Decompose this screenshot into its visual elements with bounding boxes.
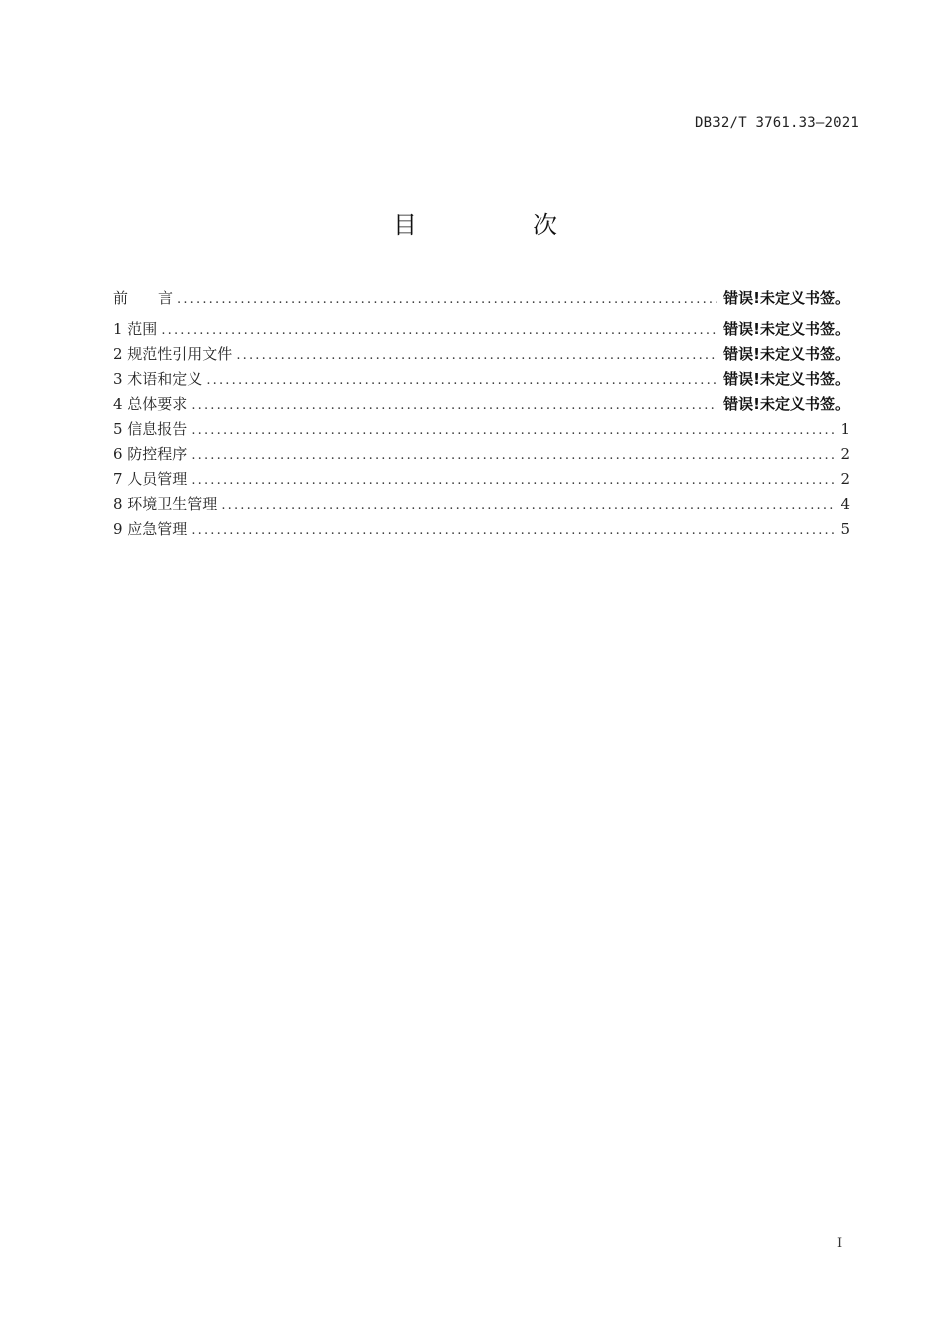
toc-entry-page: 错误!未定义书签。 [723,345,850,363]
toc-leader-dots [191,448,834,463]
toc-entry[interactable] [113,443,850,468]
toc-entry[interactable] [113,493,850,518]
toc-entry[interactable] [113,368,850,393]
toc-entry-label: 7 人员管理 [113,470,188,488]
toc-entry[interactable] [113,418,850,443]
toc-leader-dots [191,523,834,538]
table-of-contents [113,287,850,543]
toc-entry-page: 1 [840,420,850,438]
toc-entry-page: 错误!未定义书签。 [723,395,850,413]
toc-entry[interactable] [113,393,850,418]
toc-entry-label: 前 言 [113,289,174,307]
toc-leader-dots [206,373,717,388]
toc-title: 目 次 [393,211,603,239]
toc-entry-label: 3 术语和定义 [113,370,203,388]
toc-leader-dots [221,498,834,513]
toc-leader-dots [191,423,834,438]
toc-entry-label: 2 规范性引用文件 [113,345,233,363]
toc-entry-page: 错误!未定义书签。 [723,370,850,388]
toc-entry[interactable] [113,468,850,493]
toc-entry[interactable] [113,287,850,312]
toc-entry-label: 1 范围 [113,320,158,338]
toc-entry-page: 错误!未定义书签。 [723,289,850,307]
toc-entry-page: 错误!未定义书签。 [723,320,850,338]
toc-entry-label: 4 总体要求 [113,395,188,413]
toc-entry[interactable] [113,318,850,343]
toc-leader-dots [177,292,717,307]
toc-entry-label: 8 环境卫生管理 [113,495,218,513]
toc-leader-dots [191,398,717,413]
toc-entry[interactable] [113,343,850,368]
toc-leader-dots [191,473,834,488]
toc-entry-page: 2 [840,470,850,488]
toc-entry-label: 5 信息报告 [113,420,188,438]
document-code: DB32/T 3761.33—2021 [695,115,859,131]
toc-leader-dots [236,348,717,363]
toc-entry-label: 6 防控程序 [113,445,188,463]
toc-entry[interactable] [113,518,850,543]
toc-leader-dots [161,323,717,338]
toc-entry-page: 4 [840,495,850,513]
toc-entry-page: 2 [840,445,850,463]
toc-entry-label: 9 应急管理 [113,520,188,538]
toc-entry-page: 5 [840,520,850,538]
page-number: I [837,1236,843,1251]
